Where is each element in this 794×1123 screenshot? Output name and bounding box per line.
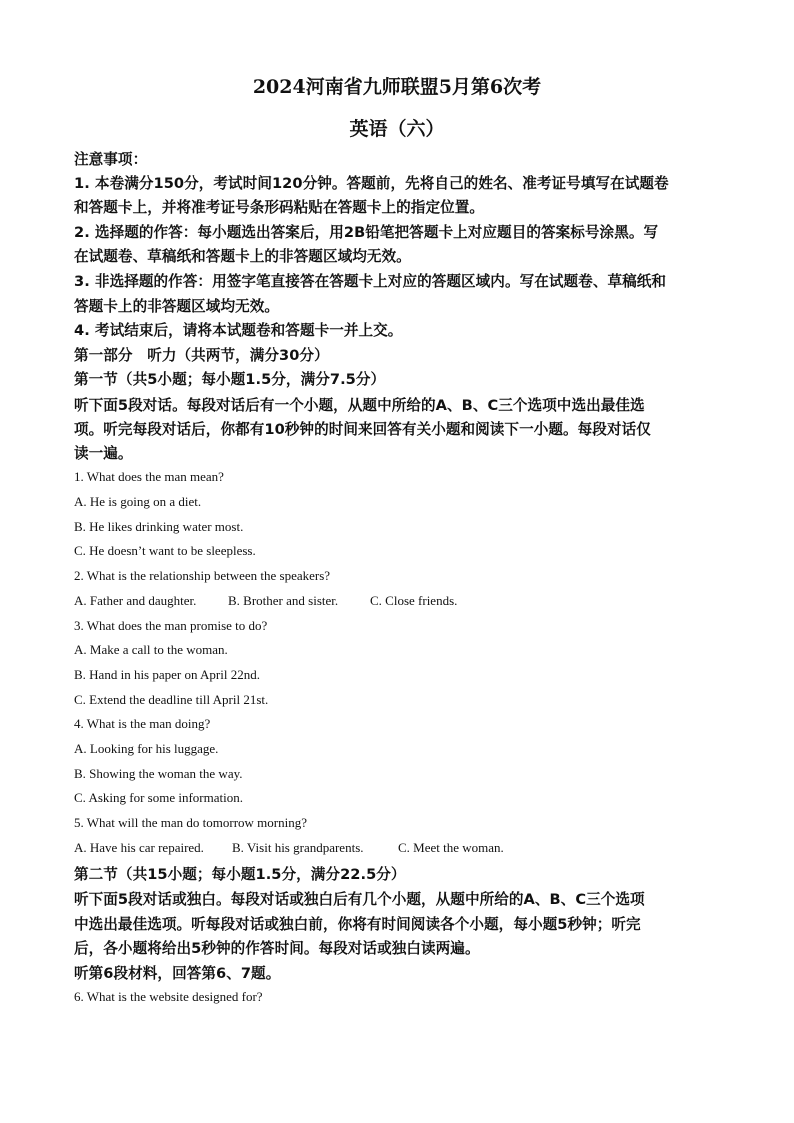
part1-heading: 第一部分 听力（共两节，满分30分）	[74, 347, 329, 364]
section1-heading: 第一节（共5小题；每小题1.5分，满分7.5分）	[74, 371, 386, 388]
option-1c: C. He doesn’t want to be sleepless.	[74, 543, 256, 558]
question-3: 3. What does the man promise to do?	[74, 618, 268, 633]
option-5a: A. Have his car repaired.	[74, 840, 204, 855]
section2-instruction: 中选出最佳选项。听每段对话或独白前，你将有时间阅读各个小题，每小题5秒钟；听完	[74, 916, 641, 933]
option-4c: C. Asking for some information.	[74, 790, 243, 805]
section1-instruction: 项。听完每段对话后，你都有10秒钟的时间来回答有关小题和阅读下一小题。每段对话仅	[74, 421, 651, 438]
notice-line: 和答题卡上，并将准考证号条形码粘贴在答题卡上的指定位置。	[74, 199, 485, 216]
question-5: 5. What will the man do tomorrow morning?	[74, 815, 307, 830]
option-1a: A. He is going on a diet.	[74, 494, 202, 509]
section1-instruction: 听下面5段对话。每段对话后有一个小题，从题中所给的A、B、C三个选项中选出最佳选	[74, 397, 645, 414]
passage-prompt: 听第6段材料，回答第6、7题。	[74, 965, 281, 982]
section2-heading: 第二节（共15小题；每小题1.5分，满分22.5分）	[74, 866, 406, 883]
notice-line: 2. 选择题的作答：每小题选出答案后，用2B铅笔把答题卡上对应题目的答案标号涂黑。写	[74, 224, 659, 241]
notice-heading: 注意事项：	[74, 151, 148, 168]
notice-line: 3. 非选择题的作答：用签字笔直接答在答题卡上对应的答题区域内。写在试题卷、草稿纸和	[74, 273, 667, 290]
option-3c: C. Extend the deadline till April 21st.	[74, 692, 269, 707]
option-5c: C. Meet the woman.	[398, 840, 504, 855]
notice-line: 4. 考试结束后，请将本试题卷和答题卡一并上交。	[74, 322, 403, 339]
question-6: 6. What is the website designed for?	[74, 989, 263, 1004]
section1-instruction: 读一遍。	[74, 445, 133, 462]
section2-instruction: 听下面5段对话或独白。每段对话或独白后有几个小题，从题中所给的A、B、C三个选项	[74, 891, 645, 908]
option-2b: B. Brother and sister.	[228, 593, 339, 608]
question-2: 2. What is the relationship between the speakers?	[74, 568, 331, 583]
options-row-2	[74, 593, 457, 609]
question-4: 4. What is the man doing?	[74, 716, 211, 731]
section2-instruction: 后，各小题将给出5秒钟的作答时间。每段对话或独白读两遍。	[74, 940, 480, 957]
option-4b: B. Showing the woman the way.	[74, 766, 243, 781]
option-4a: A. Looking for his luggage.	[74, 741, 219, 756]
exam-subtitle: 英语（六）	[349, 118, 445, 140]
option-2a: A. Father and daughter.	[74, 593, 197, 608]
question-1: 1. What does the man mean?	[74, 469, 224, 484]
option-3a: A. Make a call to the woman.	[74, 642, 228, 657]
notice-line: 在试题卷、草稿纸和答题卡上的非答题区域均无效。	[74, 248, 411, 265]
exam-title: 2024河南省九师联盟5月第6次考	[252, 76, 542, 98]
option-5b: B. Visit his grandparents.	[232, 840, 364, 855]
options-row-5	[74, 840, 504, 856]
option-2c: C. Close friends.	[370, 593, 458, 608]
option-3b: B. Hand in his paper on April 22nd.	[74, 667, 260, 682]
option-1b: B. He likes drinking water most.	[74, 519, 244, 534]
notice-line: 答题卡上的非答题区域均无效。	[74, 298, 280, 315]
notice-line: 1. 本卷满分150分，考试时间120分钟。答题前，先将自己的姓名、准考证号填写在试题卷	[74, 175, 669, 192]
